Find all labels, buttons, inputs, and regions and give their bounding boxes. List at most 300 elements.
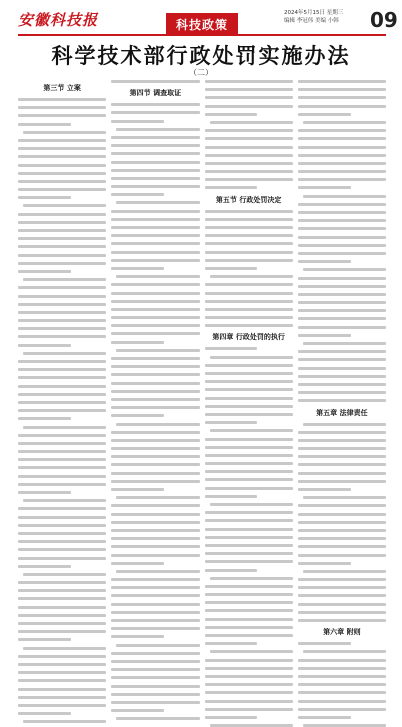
text-line	[111, 316, 199, 319]
text-line	[18, 417, 71, 420]
text-line	[111, 488, 164, 491]
text-line	[111, 144, 199, 147]
dateline	[284, 9, 343, 25]
text-line	[111, 562, 164, 565]
text-line	[205, 569, 258, 572]
text-line	[111, 251, 199, 254]
text-line	[298, 439, 386, 442]
text-line	[298, 252, 386, 255]
text-line	[111, 472, 199, 475]
text-line	[111, 390, 199, 393]
text-line	[111, 594, 199, 597]
text-line	[111, 439, 199, 442]
text-line	[18, 450, 106, 453]
text-line	[111, 80, 199, 83]
text-line	[298, 611, 386, 614]
text-line	[111, 193, 164, 196]
text-line	[205, 552, 293, 555]
text-line	[298, 480, 386, 483]
text-line	[18, 434, 106, 437]
text-line	[111, 611, 199, 614]
text-line	[298, 293, 386, 296]
text-column	[18, 80, 106, 568]
chapter-heading: 第三节 立案	[43, 84, 81, 92]
text-line	[298, 113, 351, 116]
text-line	[23, 426, 106, 429]
text-line	[111, 267, 164, 270]
text-line	[205, 609, 293, 612]
text-line	[205, 146, 293, 149]
text-line	[205, 413, 293, 416]
text-line	[111, 603, 199, 606]
text-line	[111, 521, 199, 524]
text-line	[298, 285, 386, 288]
text-line	[18, 196, 71, 199]
text-line	[303, 268, 386, 271]
text-line	[111, 341, 164, 344]
text-line	[18, 368, 106, 371]
text-line	[298, 586, 386, 589]
chapter-heading: 第四节 调查取证	[129, 89, 182, 98]
text-line	[205, 470, 293, 473]
text-line	[298, 129, 386, 132]
text-line	[205, 242, 293, 245]
text-line	[210, 577, 293, 580]
text-line	[205, 210, 293, 213]
text-line	[111, 586, 199, 589]
text-line	[111, 652, 199, 655]
text-line	[298, 513, 386, 516]
text-line	[205, 186, 258, 189]
text-line	[111, 676, 199, 679]
text-line	[210, 429, 293, 432]
text-line	[18, 532, 106, 535]
text-line	[298, 399, 386, 402]
text-line	[111, 169, 199, 172]
text-line	[111, 259, 199, 262]
text-line	[18, 524, 106, 527]
text-line	[205, 80, 293, 83]
text-line	[205, 397, 293, 400]
text-line	[18, 303, 106, 306]
text-line	[298, 578, 386, 581]
text-line	[205, 405, 293, 408]
text-line	[205, 113, 258, 116]
text-column	[205, 80, 293, 568]
text-line	[298, 203, 386, 206]
text-line	[298, 642, 351, 645]
text-line	[18, 221, 106, 224]
text-line	[298, 667, 386, 670]
text-line	[111, 545, 199, 548]
text-line	[210, 356, 293, 359]
text-line	[111, 373, 199, 376]
text-line	[298, 80, 386, 83]
text-line	[205, 544, 293, 547]
text-line	[111, 283, 199, 286]
text-line	[205, 618, 293, 621]
text-line	[205, 88, 293, 91]
text-line	[298, 334, 351, 337]
text-line	[18, 344, 71, 347]
text-line	[205, 438, 293, 441]
text-line	[18, 589, 106, 592]
text-line	[23, 352, 106, 355]
text-line	[111, 218, 199, 221]
text-line	[18, 597, 106, 600]
text-line	[298, 463, 386, 466]
text-line	[298, 619, 386, 622]
text-line	[298, 447, 386, 450]
text-line	[18, 106, 106, 109]
text-line	[205, 536, 293, 539]
text-line	[111, 537, 199, 540]
text-line	[205, 593, 293, 596]
text-line	[111, 504, 199, 507]
masthead	[18, 8, 398, 34]
text-line	[298, 383, 386, 386]
issue-date: 2024年5月15日 星期三	[284, 10, 344, 16]
text-line	[23, 204, 106, 207]
text-line	[111, 136, 199, 139]
text-line	[205, 137, 293, 140]
text-line	[18, 147, 106, 150]
text-line	[111, 693, 199, 696]
text-line	[210, 503, 293, 506]
text-line	[111, 635, 164, 638]
text-line	[205, 642, 258, 645]
text-line	[210, 275, 293, 278]
text-line	[205, 511, 293, 514]
text-line	[205, 380, 293, 383]
text-line	[18, 98, 106, 101]
text-line	[298, 358, 386, 361]
text-line	[205, 716, 258, 719]
page-number: 09	[370, 8, 398, 32]
text-line	[116, 349, 199, 352]
text-line	[205, 667, 293, 670]
text-line	[111, 185, 199, 188]
text-line	[18, 540, 106, 543]
text-line	[23, 499, 106, 502]
text-line	[205, 421, 258, 424]
text-line	[111, 120, 164, 123]
text-line	[111, 242, 199, 245]
text-line	[205, 234, 293, 237]
text-line	[298, 375, 386, 378]
text-line	[18, 606, 106, 609]
text-line	[298, 455, 386, 458]
text-line	[18, 622, 106, 625]
text-line	[18, 483, 106, 486]
text-line	[111, 292, 199, 295]
text-line	[111, 406, 199, 409]
text-line	[298, 367, 386, 370]
text-line	[18, 327, 106, 330]
text-line	[111, 660, 199, 663]
text-line	[23, 720, 106, 723]
text-line	[298, 659, 386, 662]
text-line	[210, 121, 293, 124]
text-line	[18, 458, 106, 461]
text-line	[18, 548, 106, 551]
text-line	[205, 251, 293, 254]
text-line	[18, 155, 106, 158]
text-line	[23, 131, 106, 134]
text-line	[18, 557, 106, 560]
text-line	[111, 554, 199, 557]
text-line	[18, 262, 106, 265]
text-line	[298, 105, 386, 108]
text-line	[298, 521, 386, 524]
text-line	[23, 647, 106, 650]
text-line	[205, 324, 293, 327]
text-line	[298, 431, 386, 434]
text-line	[205, 316, 293, 319]
text-line	[298, 700, 386, 703]
text-line	[18, 114, 106, 117]
text-line	[298, 219, 386, 222]
text-line	[205, 292, 293, 295]
text-line	[205, 446, 293, 449]
text-line	[18, 188, 106, 191]
text-line	[18, 655, 106, 658]
text-line	[298, 244, 386, 247]
text-line	[18, 614, 106, 617]
article-subtitle: （二）	[189, 68, 213, 77]
text-line	[205, 259, 293, 262]
text-line	[298, 545, 386, 548]
text-line	[205, 178, 293, 181]
text-line	[205, 454, 293, 457]
text-line	[205, 170, 293, 173]
text-line	[111, 685, 199, 688]
text-line	[298, 186, 351, 189]
text-line	[298, 562, 351, 565]
text-line	[205, 388, 293, 391]
text-line	[111, 709, 164, 712]
text-line	[18, 376, 106, 379]
text-line	[111, 226, 199, 229]
text-line	[205, 708, 293, 711]
text-line	[205, 129, 293, 132]
text-line	[205, 162, 293, 165]
text-line	[303, 423, 386, 426]
text-line	[18, 491, 71, 494]
text-line	[205, 601, 293, 604]
text-line	[298, 691, 386, 694]
text-line	[298, 683, 386, 686]
text-line	[111, 701, 199, 704]
text-line	[298, 504, 386, 507]
text-line	[18, 688, 106, 691]
text-line	[205, 683, 293, 686]
text-line	[205, 300, 293, 303]
text-line	[210, 650, 293, 653]
text-line	[18, 311, 106, 314]
text-line	[298, 708, 386, 711]
text-line	[298, 88, 386, 91]
text-line	[298, 326, 386, 329]
text-line	[111, 447, 199, 450]
text-line	[18, 409, 106, 412]
text-line	[18, 466, 106, 469]
text-line	[111, 324, 199, 327]
text-line	[18, 638, 71, 641]
text-line	[298, 537, 386, 540]
text-line	[205, 634, 293, 637]
text-line	[205, 154, 293, 157]
text-line	[116, 423, 199, 426]
text-line	[205, 347, 258, 350]
text-line	[18, 393, 106, 396]
text-line	[298, 716, 351, 719]
text-line	[111, 234, 199, 237]
text-line	[116, 275, 199, 278]
text-line	[111, 103, 199, 106]
text-line	[298, 277, 386, 280]
text-line	[18, 270, 71, 273]
text-line	[116, 201, 199, 204]
text-line	[18, 679, 106, 682]
text-line	[18, 123, 71, 126]
text-line	[18, 712, 71, 715]
text-line	[298, 309, 386, 312]
text-line	[18, 254, 106, 257]
text-line	[18, 286, 106, 289]
text-line	[111, 414, 164, 417]
text-line	[18, 229, 106, 232]
text-line	[111, 300, 199, 303]
text-line	[18, 213, 106, 216]
text-line	[205, 364, 293, 367]
newspaper-logo: 安徽科技报	[18, 11, 99, 29]
text-line	[298, 178, 386, 181]
text-line	[205, 267, 258, 270]
text-line	[18, 335, 106, 338]
text-line	[205, 495, 258, 498]
text-column	[111, 80, 199, 568]
text-line	[111, 480, 199, 483]
text-line	[18, 172, 106, 175]
text-line	[18, 581, 106, 584]
text-line	[205, 478, 293, 481]
text-line	[18, 475, 106, 478]
text-line	[111, 161, 199, 164]
text-line	[111, 332, 199, 335]
text-line	[298, 603, 386, 606]
text-line	[303, 496, 386, 499]
text-line	[18, 360, 106, 363]
text-line	[298, 154, 386, 157]
text-line	[298, 350, 386, 353]
text-line	[205, 659, 293, 662]
text-line	[18, 565, 71, 568]
chapter-heading: 第六章 附则	[323, 628, 361, 637]
text-line	[298, 391, 386, 394]
text-line	[303, 342, 386, 345]
text-line	[18, 696, 106, 699]
text-line	[111, 529, 199, 532]
text-line	[205, 626, 293, 629]
text-line	[205, 372, 293, 375]
text-line	[116, 570, 199, 573]
text-line	[23, 278, 106, 281]
text-line	[18, 671, 106, 674]
text-line	[298, 260, 351, 263]
text-line	[205, 96, 293, 99]
text-line	[298, 96, 386, 99]
text-line	[111, 152, 199, 155]
text-line	[18, 704, 106, 707]
text-line	[205, 560, 293, 563]
text-line	[205, 105, 293, 108]
article-title: 科学技术部行政处罚实施办法	[51, 44, 351, 68]
text-line	[298, 472, 386, 475]
text-line	[111, 431, 199, 434]
text-line	[18, 295, 106, 298]
text-line	[303, 121, 386, 124]
masthead-rule	[18, 34, 386, 36]
text-line	[298, 529, 386, 532]
text-line	[205, 585, 293, 588]
text-line	[111, 357, 199, 360]
text-line	[303, 570, 386, 573]
text-line	[116, 128, 199, 131]
text-line	[116, 717, 199, 720]
text-line	[18, 385, 106, 388]
text-line	[205, 675, 293, 678]
text-line	[298, 211, 386, 214]
text-line	[205, 487, 293, 490]
chapter-heading: 第四章 行政处罚的执行	[212, 333, 285, 342]
text-line	[205, 462, 293, 465]
text-line	[298, 162, 386, 165]
text-line	[18, 516, 106, 519]
text-line	[18, 139, 106, 142]
text-line	[111, 627, 199, 630]
text-line	[18, 401, 106, 404]
text-line	[18, 319, 106, 322]
text-line	[18, 164, 106, 167]
text-line	[298, 227, 386, 230]
text-line	[298, 488, 351, 491]
text-line	[18, 663, 106, 666]
text-line	[298, 554, 386, 557]
text-line	[298, 317, 386, 320]
text-line	[205, 528, 293, 531]
text-line	[18, 630, 106, 633]
text-line	[298, 675, 386, 678]
text-line	[298, 137, 386, 140]
text-line	[23, 573, 106, 576]
text-line	[111, 668, 199, 671]
text-line	[111, 578, 199, 581]
text-line	[111, 111, 199, 114]
chapter-heading: 第五章 法律责任	[316, 408, 368, 417]
text-line	[298, 594, 386, 597]
text-line	[205, 226, 293, 229]
text-line	[111, 463, 199, 466]
text-line	[111, 455, 199, 458]
text-line	[111, 365, 199, 368]
text-line	[303, 195, 386, 198]
text-line	[298, 236, 386, 239]
text-line	[205, 283, 293, 286]
text-line	[18, 237, 106, 240]
text-column	[298, 80, 386, 637]
chapter-heading: 第五节 行政处罚决定	[215, 195, 282, 204]
